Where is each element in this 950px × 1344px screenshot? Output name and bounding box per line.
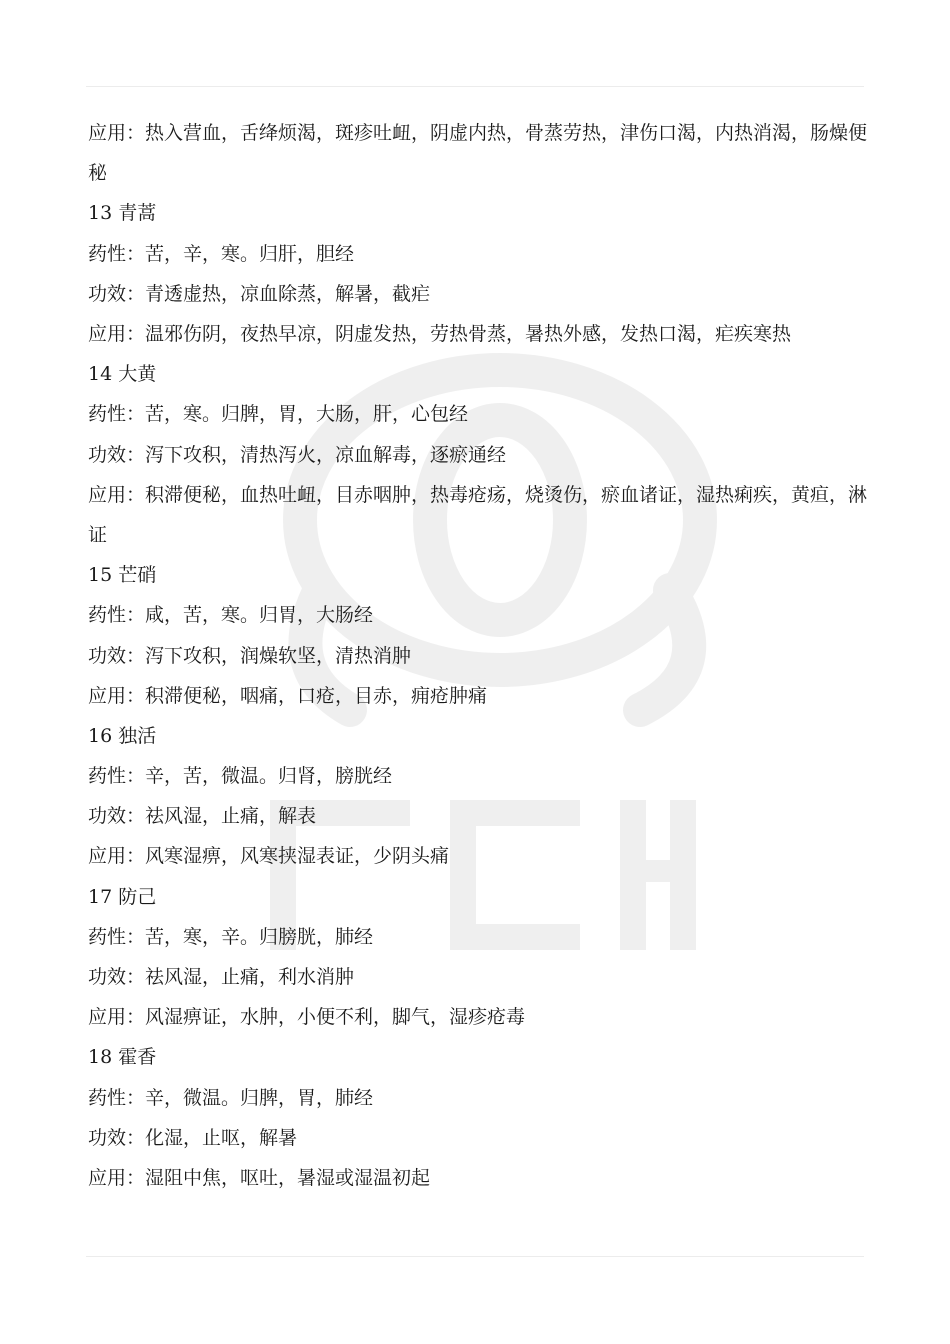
entry-15-efficacy: 功效：泻下攻积，润燥软坚，清热消肿 bbox=[88, 644, 412, 667]
entry-16-application: 应用：风寒湿痹，风寒挟湿表证，少阴头痛 bbox=[88, 845, 450, 868]
entry-13-application: 应用：温邪伤阴，夜热早凉，阴虚发热，劳热骨蒸，暑热外感，发热口渴，疟疾寒热 bbox=[88, 322, 792, 345]
entry-18-heading: 18 霍香 bbox=[88, 1046, 157, 1069]
entry-16-property: 药性：辛，苦，微温。归肾，膀胱经 bbox=[88, 765, 393, 788]
entry-15-heading: 15 芒硝 bbox=[88, 564, 157, 587]
entry-16-efficacy: 功效：祛风湿，止痛，解表 bbox=[88, 805, 317, 828]
entry-14-application: 应用：积滞便秘，血热吐衄，目赤咽肿，热毒疮疡，烧烫伤，瘀血诸证，湿热痢疾，黄疸，淋证 bbox=[88, 483, 868, 546]
document-body bbox=[88, 113, 878, 1198]
entry-12-application: 应用：热入营血，舌绛烦渴，斑疹吐衄，阴虚内热，骨蒸劳热，津伤口渴，内热消渴，肠燥便秘 bbox=[88, 122, 868, 185]
entry-17-efficacy: 功效：祛风湿，止痛，利水消肿 bbox=[88, 966, 355, 988]
entry-14-efficacy: 功效：泻下攻积，清热泻火，凉血解毒，逐瘀通经 bbox=[88, 443, 507, 466]
entry-17-heading: 17 防己 bbox=[88, 885, 157, 908]
entry-13-property: 药性：苦，辛，寒。归肝，胆经 bbox=[88, 242, 355, 265]
entry-16-heading: 16 独活 bbox=[88, 724, 157, 747]
entry-18-property: 药性：辛，微温。归脾，胃，肺经 bbox=[88, 1086, 374, 1109]
top-divider bbox=[86, 86, 864, 87]
bottom-divider bbox=[86, 1256, 864, 1257]
entry-13-heading: 13 青蒿 bbox=[88, 202, 157, 225]
entry-17-application: 应用：风湿痹证，水肿，小便不利，脚气，湿疹疮毒 bbox=[88, 1006, 526, 1029]
entry-18-application: 应用：湿阻中焦，呕吐，暑湿或湿温初起 bbox=[88, 1166, 431, 1189]
entry-14-heading: 14 大黄 bbox=[88, 363, 157, 386]
entry-15-property: 药性：咸，苦，寒。归胃，大肠经 bbox=[88, 604, 374, 627]
entry-15-application: 应用：积滞便秘，咽痛，口疮，目赤，痈疮肿痛 bbox=[88, 684, 488, 707]
entry-17-property: 药性：苦，寒，辛。归膀胱，肺经 bbox=[88, 925, 374, 948]
entry-18-efficacy: 功效：化湿，止呕，解暑 bbox=[88, 1126, 298, 1149]
entry-14-property: 药性：苦，寒。归脾，胃，大肠，肝，心包经 bbox=[88, 403, 469, 426]
entry-13-efficacy: 功效：青透虚热，凉血除蒸，解暑，截疟 bbox=[88, 282, 431, 305]
